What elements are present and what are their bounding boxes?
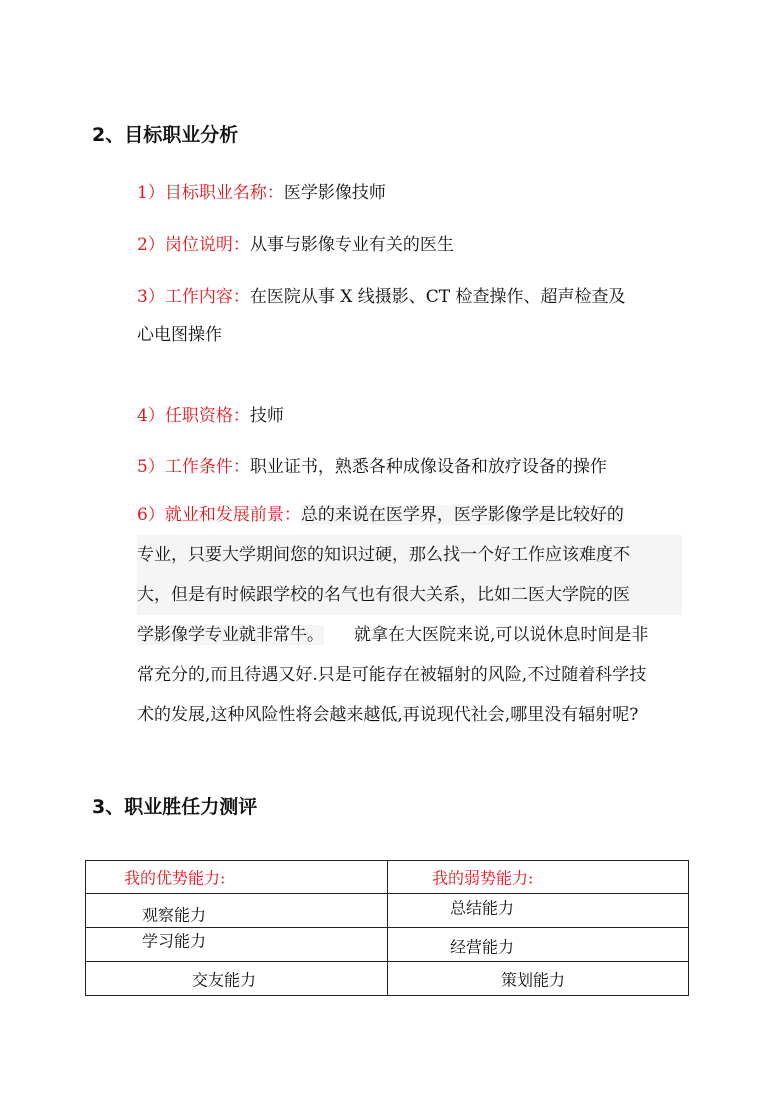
table-header-row (86, 861, 689, 894)
table-cell: 观察能力 (86, 894, 388, 928)
table-row (86, 894, 689, 928)
item-4-label: 4）任职资格： (137, 406, 250, 426)
prospect-paragraph (137, 495, 682, 735)
competency-table (85, 860, 689, 996)
item-5 (137, 452, 607, 477)
item-2-label: 2）岗位说明： (137, 235, 250, 255)
prospect-line-1: 专业，只要大学期间您的知识过硬，那么找一个好工作应该难度不 (137, 535, 682, 575)
item-1-label: 1）目标职业名称： (137, 183, 284, 203)
item-5-value: 职业证书，熟悉各种成像设备和放疗设备的操作 (249, 457, 607, 477)
item-3-label: 3）工作内容： (137, 287, 250, 307)
prospect-line-0 (137, 495, 682, 535)
table-cell: 总结能力 (388, 894, 689, 928)
prospect-line-5: 术的发展,这种风险性将会越来越低,再说现代社会,哪里没有辐射呢? (137, 705, 639, 725)
prospect-line-3 (137, 615, 682, 655)
item-4-value: 技师 (249, 406, 284, 426)
item-3-value: 在医院从事 X 线摄影、CT 检查操作、超声检查及 (249, 287, 626, 307)
item-4 (137, 401, 284, 426)
table-cell: 学习能力 (86, 928, 388, 962)
prospect-line-2: 大，但是有时候跟学校的名气也有很大关系，比如二医大学院的医 (137, 575, 682, 615)
item-1-value: 医学影像技师 (283, 183, 386, 203)
table-cell: 交友能力 (86, 962, 388, 996)
item-3-continuation: 心电图操作 (137, 325, 222, 345)
item-2 (137, 230, 454, 255)
table-row (86, 928, 689, 962)
prospect-line-3b: 就拿在大医院来说,可以说休息时间是非 (354, 625, 649, 645)
table-header-left: 我的优势能力: (86, 861, 388, 894)
table-cell: 经营能力 (388, 928, 689, 962)
item-1 (137, 178, 386, 203)
table-header-right: 我的弱势能力: (388, 861, 689, 894)
table-cell: 策划能力 (388, 962, 689, 996)
prospect-line-4: 常充分的,而且待遇又好.只是可能存在被辐射的风险,不过随着科学技 (137, 665, 647, 685)
item-6-label: 6）就业和发展前景： (137, 505, 301, 525)
section-2-heading: 2、目标职业分析 (92, 124, 239, 146)
prospect-line-3a: 学影像学专业就非常牛。 (137, 625, 324, 645)
item-3 (137, 282, 626, 307)
table-row (86, 962, 689, 996)
item-6-value: 总的来说在医学界，医学影像学是比较好的 (300, 505, 624, 525)
item-5-label: 5）工作条件： (137, 457, 250, 477)
section-3-heading: 3、职业胜任力测评 (92, 796, 258, 818)
item-2-value: 从事与影像专业有关的医生 (249, 235, 454, 255)
